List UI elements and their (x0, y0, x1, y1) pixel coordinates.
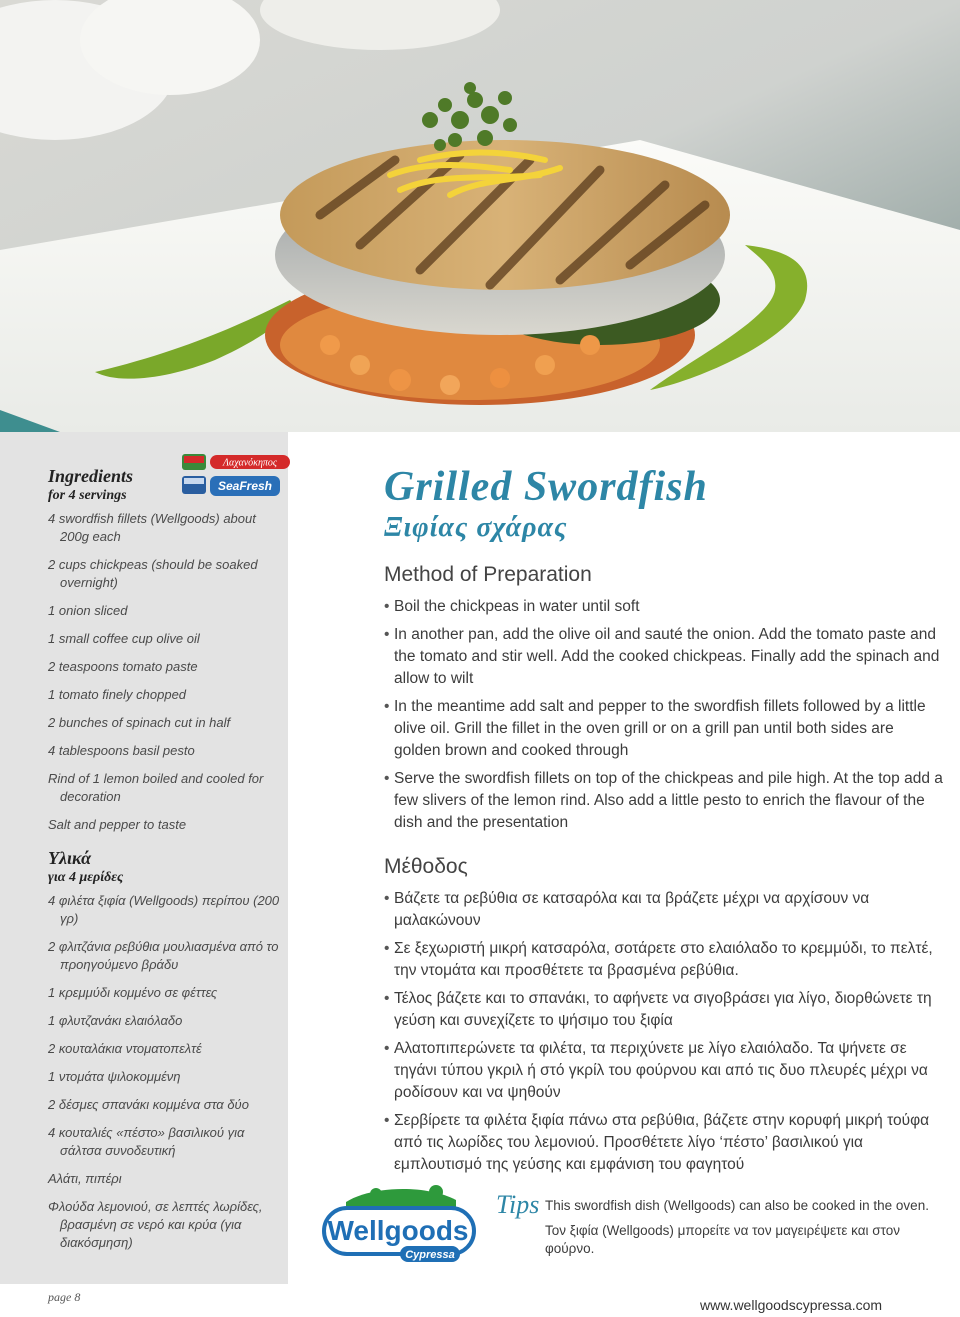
ingredient-item: 4 swordfish fillets (Wellgoods) about 200g each (48, 511, 256, 544)
ingredient-item: 4 κουταλιές «πέστο» βασιλικού για σάλτσα συνοδευτική (48, 1125, 245, 1158)
cypressa-logo-text: Cypressa (405, 1249, 455, 1261)
ingredient-item: 1 ντομάτα ψιλοκομμένη (48, 1069, 181, 1084)
ingredient-item: Salt and pepper to taste (48, 817, 187, 832)
ingredient-item: Rind of 1 lemon boiled and cooled for decoration (48, 771, 264, 804)
ingredient-item: Αλάτι, πιπέρι (48, 1171, 122, 1186)
recipe-main (384, 464, 944, 1196)
ingredients-list-en (48, 510, 280, 834)
tips-text-gr: Τον ξιφία (Wellgoods) μπορείτε να τον μαγειρέψετε και στον φούρνο. (545, 1223, 900, 1256)
ingredient-item: 4 tablespoons basil pesto (48, 743, 195, 758)
recipe-title-greek: Ξιφίας σχάρας (384, 512, 568, 543)
wellgoods-logo (316, 1180, 476, 1268)
method-step: • Τέλος βάζετε και το σπανάκι, το αφήνετε να σιγοβράσει για λίγο, διορθώνετε τη γεύση και συνεχίζετε το ψήσιμο του ξιφία (384, 988, 944, 1032)
method-step: • Αλατοπιπερώνετε τα φιλέτα, τα περιχύνετε με λίγο ελαιόλαδο. Τα ψήνετε σε τηγάνι τύπου γκριλ ή στό γκρίλ του φούρνου και από τις δυο πλευρές μέχρι να ροδίσουν και να ψηθούν (384, 1038, 944, 1104)
ingredients-subtitle: for 4 servings (48, 488, 127, 503)
ingredient-item: 2 teaspoons tomato paste (48, 659, 198, 674)
ingredient-item: 1 κρεμμύδι κομμένο σε φέττες (48, 985, 218, 1000)
ingredient-item: 2 κουταλάκια ντοματοπελτέ (48, 1041, 202, 1056)
method-step: • Βάζετε τα ρεβύθια σε κατσαρόλα και τα βράζετε μέχρι να αρχίσουν να μαλακώνουν (384, 888, 944, 932)
method-steps-en (384, 596, 944, 834)
method-heading: Method of Preparation (384, 563, 592, 586)
ingredient-item: 4 φιλέτα ξιφία (Wellgoods) περίπου (200 γρ) (48, 893, 280, 926)
method-step: • In another pan, add the olive oil and sauté the onion. Add the tomato paste and the tomato and stir well. Add the cooked chickpeas. Finally add the spinach and allow to wilt (384, 624, 944, 690)
hero-photo (0, 0, 960, 432)
method-step: • Σε ξεχωριστή μικρή κατσαρόλα, σοτάρετε στο ελαιόλαδο το κρεμμύδι, το πελτέ, την ντομάτα και προσθέτετε τα βρασμένα ρεβύθια. (384, 938, 944, 982)
ingredients-subtitle-greek: για 4 μερίδες (48, 870, 124, 885)
ingredient-item: 2 cups chickpeas (should be soaked overnight) (48, 557, 258, 590)
method-step: • Σερβίρετε τα φιλέτα ξιφία πάνω στα ρεβύθια, βάζετε στην κορυφή μικρή τούφα από τις λωρίδες του λεμονιού. Προσθέτετε λίγο ‘πέστο’ βασιλικού για εμπλουτισμό της γεύσης και εμφάνιση του φαγητού (384, 1110, 944, 1176)
tips-text-en: This swordfish dish (Wellgoods) can also be cooked in the oven. (545, 1198, 929, 1213)
page-number: page 8 (48, 1290, 81, 1304)
ingredient-item: 1 onion sliced (48, 603, 128, 618)
ingredient-item: 2 δέσμες σπανάκι κομμένα στα δύο (48, 1097, 249, 1112)
ingredient-item: Φλούδα λεμονιού, σε λεπτές λωρίδες, βρασμένη σε νερό και κρύα (για διακόσμηση) (48, 1199, 263, 1250)
ingredients-title-greek: Υλικά (48, 848, 92, 868)
seafresh-logo-text: SeaFresh (217, 479, 273, 493)
method-step: • Boil the chickpeas in water until soft (384, 596, 944, 618)
method-step: • Serve the swordfish fillets on top of the chickpeas and pile high. At the top add a few slivers of the lemon rind. Also add a little pesto to enrich the flavour of the dish and the presentation (384, 768, 944, 834)
wellgoods-logo-text: Wellgoods (327, 1215, 469, 1246)
ingredients-sidebar (0, 432, 288, 1284)
lachanokipos-logo-text: Λαχανόκηπος (223, 457, 277, 469)
method-steps-gr (384, 888, 944, 1176)
ingredients-list-gr (48, 892, 280, 1252)
ingredient-item: 1 tomato finely chopped (48, 687, 187, 702)
website-url: www.wellgoodscypressa.com (700, 1297, 883, 1313)
method-step: • In the meantime add salt and pepper to the swordfish fillets followed by a little olive oil. Grill the fillet in the oven grill or on a grill pan until both sides are golden brown and cooked through (384, 696, 944, 762)
ingredient-item: 1 small coffee cup olive oil (48, 631, 200, 646)
brand-logos (182, 452, 292, 500)
tips-label: Tips (496, 1190, 540, 1219)
ingredients-greek-section (48, 848, 280, 1252)
recipe-title: Grilled Swordfish (384, 464, 708, 510)
method-heading-greek: Μέθοδος (384, 855, 468, 878)
ingredient-item: 2 bunches of spinach cut in half (48, 715, 231, 730)
ingredient-item: 1 φλυτζανάκι ελαιόλαδο (48, 1013, 183, 1028)
ingredients-title: Ingredients (48, 466, 134, 486)
ingredient-item: 2 φλιτζάνια ρεβύθια μουλιασμένα από το προηγούμενο βράδυ (48, 939, 279, 972)
